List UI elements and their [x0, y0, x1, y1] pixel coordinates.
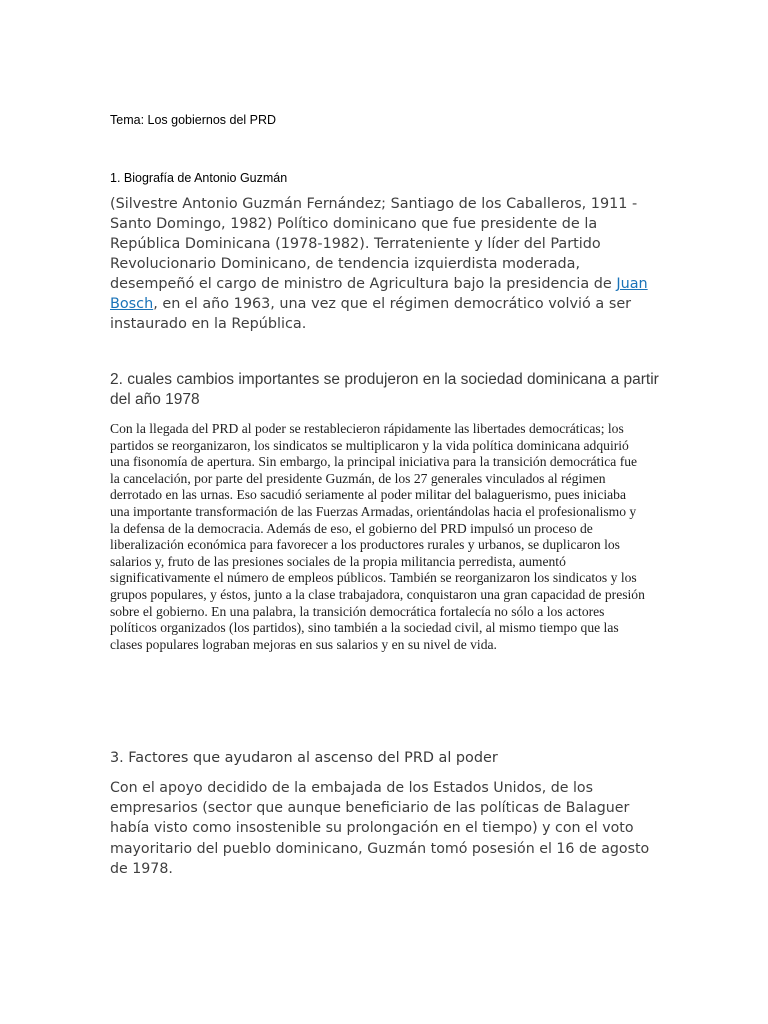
- section3-heading: 3. Factores que ayudaron al ascenso del PRD al poder: [110, 750, 498, 766]
- section2-heading: 2. cuales cambios importantes se produjeron en la sociedad dominicana a partir del año 1978: [110, 371, 659, 408]
- section1-text-after-link: , en el año 1963, una vez que el régimen democrático volvió a ser instaurado en la República.: [110, 296, 632, 332]
- section1-paragraph: [110, 194, 658, 334]
- section1-heading: 1. Biografía de Antonio Guzmán: [110, 171, 288, 185]
- section1-text-before-link: (Silvestre Antonio Guzmán Fernández; Santiago de los Caballeros, 1911 - Santo Domingo, 1982) Político dominicano que fue presidente de la República Dominicana (1978-1982). Terrateniente y líder del Partido Revolucionario Dominicano, de tendencia izquierdista moderada, desempeñó el cargo de ministro de Agricultura bajo la presidencia de: [110, 196, 638, 292]
- juan-bosch-link[interactable]: Juan Bosch: [110, 276, 648, 312]
- section2-paragraph: Con la llegada del PRD al poder se restablecieron rápidamente las libertades democráticas; los partidos se reorganizaron, los sindicatos se multiplicaron y la vida política dominicana adquirió una fisonomía de apertura. Sin embargo, la principal iniciativa para la transición democrática fue la cancelación, por parte del presidente Guzmán, de los 27 generales vinculados al régimen derrotado en las urnas. Eso sacudió seriamente al poder militar del balaguerismo, pues iniciaba una importante transformación de las Fuerzas Armadas, orientándolas hacia el profesionalismo y la defensa de la democracia. Además de eso, el gobierno del PRD impulsó un proceso de liberalización económica para favorecer a los productores rurales y urbanos, se duplicaron los salarios y, fruto de las presiones sociales de la propia militancia perredista, aumentó significativamente el número de empleos públicos. También se reorganizaron los sindicatos y los grupos populares, y éstos, junto a la clase trabajadora, conquistaron una gran capacidad de presión sobre el gobierno. En una palabra, la transición democrática fortalecía no sólo a los actores políticos organizados (los partidos), sino también a la sociedad civil, al mismo tiempo que las clases populares lograban mejoras en sus salarios y en su nivel de vida.: [110, 421, 645, 652]
- section3-paragraph: Con el apoyo decidido de la embajada de los Estados Unidos, de los empresarios (sector que aunque beneficiario de las políticas de Balaguer había visto como insostenible su prolongación en el tiempo) y con el voto mayoritario del pueblo dominicano, Guzmán tomó posesión el 16 de agosto de 1978.: [110, 780, 650, 877]
- document-topic: Tema: Los gobiernos del PRD: [110, 113, 277, 127]
